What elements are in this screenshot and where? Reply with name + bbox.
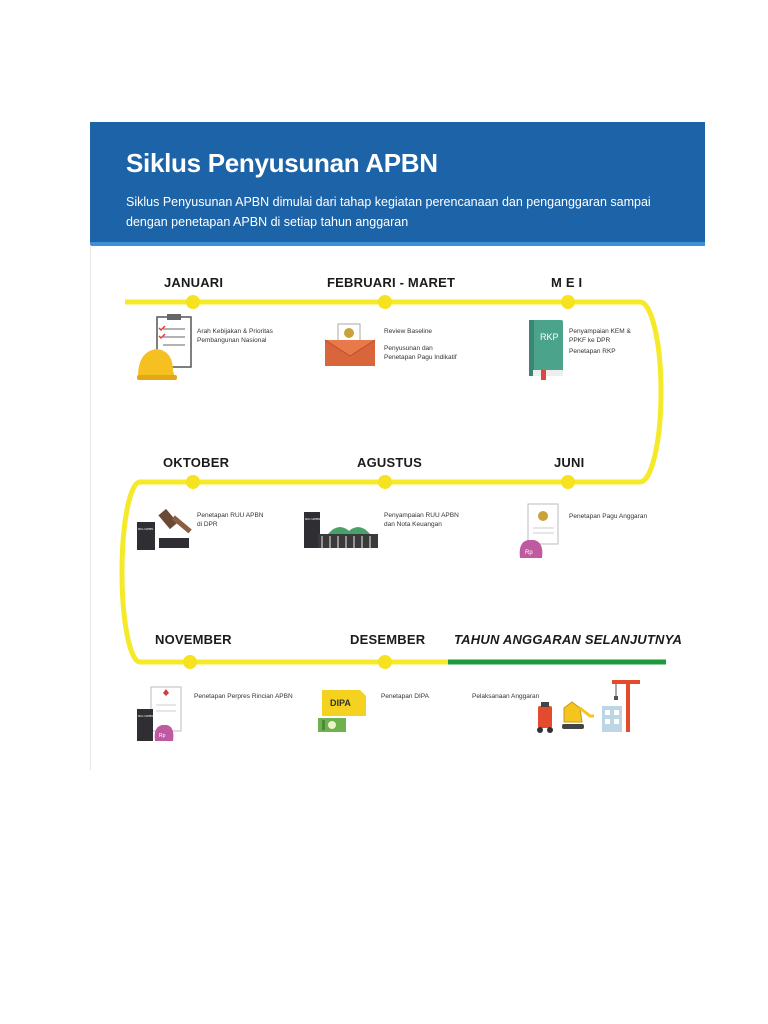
month-oktober: OKTOBER [163, 455, 230, 470]
rkp-label: RKP [540, 332, 559, 342]
envelope-icon [322, 322, 378, 368]
clipboard-helmet-icon [135, 313, 197, 383]
dipa-folder-icon [316, 688, 372, 734]
gavel-icon [135, 506, 197, 552]
month-januari: JANUARI [164, 275, 224, 290]
step-dipa: Penetapan DIPA [381, 693, 429, 700]
step-pagu-indikatif: Penyusunan dan Penetapan Pagu Indikatif [384, 345, 457, 361]
construction-icon [528, 672, 646, 734]
step-ruu-nota-keuangan: Penyampaian RUU APBN dan Nota Keuangan [384, 512, 459, 528]
milestone-januari [186, 295, 200, 309]
step-review-baseline: Review Baseline [384, 328, 433, 335]
milestone-mei [561, 295, 575, 309]
parliament-icon [300, 508, 382, 550]
month-juni: JUNI [554, 455, 585, 470]
month-november: NOVEMBER [155, 632, 232, 647]
step-pagu-anggaran: Penetapan Pagu Anggaran [569, 513, 648, 520]
step-perpres: Penetapan Perpres Rincian APBN [194, 693, 293, 700]
step-ruu-dpr: Penetapan RUU APBN di DPR [197, 512, 264, 528]
step-januari: Arah Kebijakan & Prioritas Pembangunan Nasional [197, 328, 273, 344]
moneybag-label-november: Rp [159, 733, 166, 739]
header-description: Siklus Penyusunan APBN dimulai dari tahap kegiatan perencanaan dan penganggaran sampai dengan penetapan APBN di setiap tahun anggaran [126, 195, 651, 229]
moneybag-label-juni: Rp [525, 550, 533, 556]
step-kem-ppkf: Penyampaian KEM & PPKF ke DPR [569, 328, 631, 344]
milestone-agustus [378, 475, 392, 489]
dipa-label: DIPA [330, 698, 351, 708]
document-moneybag-icon [516, 502, 562, 562]
step-penetapan-rkp: Penetapan RKP [569, 348, 616, 355]
month-desember: DESEMBER [350, 632, 426, 647]
month-agustus: AGUSTUS [357, 455, 422, 470]
milestone-november [183, 655, 197, 669]
step-pelaksanaan: Pelaksanaan Anggaran [472, 693, 540, 700]
perpres-document-icon [135, 685, 187, 743]
milestone-juni [561, 475, 575, 489]
month-mei: M E I [551, 275, 583, 290]
milestone-februari-maret [378, 295, 392, 309]
ruu-label-agustus: RUU APBN [305, 517, 321, 521]
ruu-label-oktober: RUU APBN [138, 527, 154, 531]
milestone-oktober [186, 475, 200, 489]
rkp-book-icon [527, 318, 567, 380]
page-title: Siklus Penyusunan APBN [126, 148, 438, 178]
ruu-label-november: RUU APBN [138, 714, 154, 718]
milestone-desember [378, 655, 392, 669]
month-februari-maret: FEBRUARI - MARET [327, 275, 456, 290]
month-next-year: TAHUN ANGGARAN SELANJUTNYA [454, 632, 683, 647]
